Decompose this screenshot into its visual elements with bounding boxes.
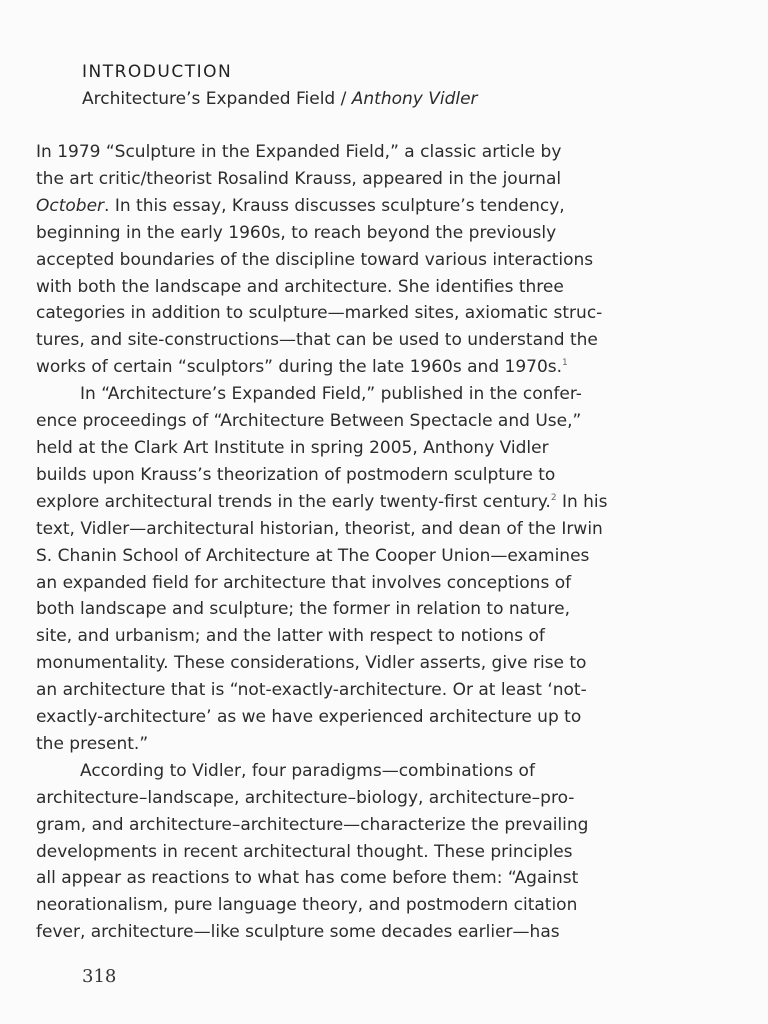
journal-name: October — [36, 195, 105, 216]
text-segment: In his — [556, 491, 608, 512]
text-line: exactly-architecture’ as we have experienced architecture up to — [36, 707, 582, 728]
text-line — [36, 354, 736, 381]
chapter-title-text: Architecture’s Expanded Field / — [82, 89, 347, 109]
text-line: held at the Clark Art Institute in spring 2005, Anthony Vidler — [36, 437, 549, 458]
text-line: fever, architecture—like sculpture some decades earlier—has — [36, 922, 560, 943]
text-line: developments in recent architectural thought. These principles — [36, 841, 573, 862]
text-line: all appear as reactions to what has come before them: “Against — [36, 868, 579, 889]
text-line: neorationalism, pure language theory, and postmodern citation — [36, 895, 578, 916]
chapter-header — [82, 60, 478, 114]
text-line: According to Vidler, four paradigms—combinations of — [80, 760, 535, 781]
body-text — [36, 139, 736, 946]
text-line: text, Vidler—architectural historian, theorist, and dean of the Irwin — [36, 518, 603, 539]
text-line: architecture–landscape, architecture–biology, architecture–pro- — [36, 787, 575, 808]
text-line: monumentality. These considerations, Vidler asserts, give rise to — [36, 653, 587, 674]
text-line: categories in addition to sculpture—marked sites, axiomatic struc- — [36, 303, 603, 324]
page-number: 318 — [82, 966, 117, 987]
text-line: ence proceedings of “Architecture Between Spectacle and Use,” — [36, 411, 582, 432]
text-line: site, and urbanism; and the latter with respect to notions of — [36, 626, 545, 647]
text-segment: works of certain “sculptors” during the late 1960s and 1970s. — [36, 357, 563, 378]
text-line: the art critic/theorist Rosalind Krauss, appeared in the journal — [36, 168, 562, 189]
text-segment: . In this essay, Krauss discusses sculpture’s tendency, — [104, 195, 565, 216]
section-heading: INTRODUCTION — [82, 62, 233, 82]
text-line: tures, and site-constructions—that can be used to understand the — [36, 330, 598, 351]
text-line: an architecture that is “not-exactly-architecture. Or at least ‘not- — [36, 680, 587, 701]
text-line — [36, 489, 736, 516]
text-line: beginning in the early 1960s, to reach beyond the previously — [36, 222, 557, 243]
text-segment: explore architectural trends in the early twenty-first century. — [36, 491, 551, 512]
text-line: an expanded field for architecture that involves conceptions of — [36, 572, 572, 593]
text-line: both landscape and sculpture; the former in relation to nature, — [36, 599, 570, 620]
text-line: with both the landscape and architecture. She identifies three — [36, 276, 564, 297]
text-line: the present.” — [36, 733, 149, 754]
text-line — [36, 193, 736, 220]
text-line: S. Chanin School of Architecture at The Cooper Union—examines — [36, 545, 590, 566]
text-line: gram, and architecture–architecture—characterize the prevailing — [36, 814, 589, 835]
footnote-ref-1[interactable]: 1 — [562, 358, 568, 369]
footnote-ref-2[interactable]: 2 — [550, 492, 557, 503]
text-line: In “Architecture’s Expanded Field,” published in the confer- — [80, 384, 582, 405]
chapter-title — [82, 84, 478, 114]
text-line: accepted boundaries of the discipline toward various interactions — [36, 249, 594, 270]
text-line: In 1979 “Sculpture in the Expanded Field,” a classic article by — [36, 142, 562, 162]
text-line: builds upon Krauss’s theorization of postmodern sculpture to — [36, 464, 556, 485]
chapter-author: Anthony Vidler — [351, 89, 478, 109]
